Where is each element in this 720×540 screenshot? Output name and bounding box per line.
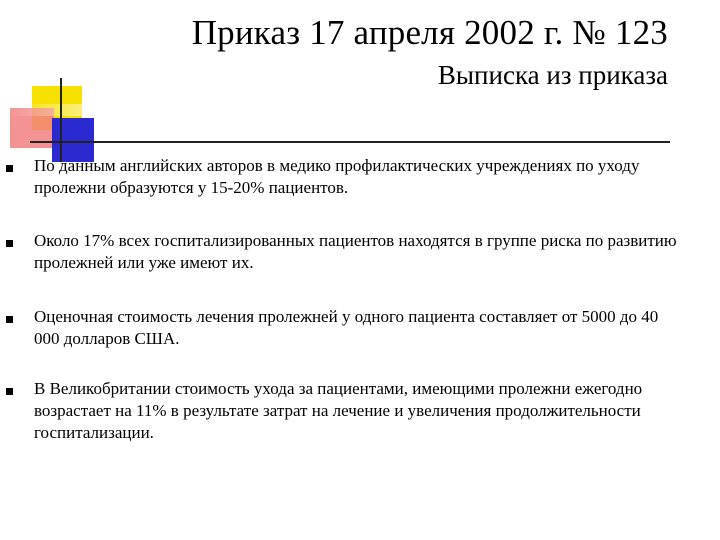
logo-vertical-line [60, 78, 62, 162]
bullet-square-icon [6, 240, 13, 247]
logo-highlight [8, 104, 92, 116]
bullet-text: Около 17% всех госпитализированных пациентов находятся в группе риска по развитию пролежней или уже имеют их. [34, 231, 677, 272]
bullet-square-icon [6, 388, 13, 395]
bullet-square-icon [6, 165, 13, 172]
bullet-text: В Великобритании стоимость ухода за пациентами, имеющими пролежни ежегодно возрастает на 11% в результате затрат на лечение и увеличения продолжительности госпитализации. [34, 379, 643, 442]
slide-title: Приказ 17 апреля 2002 г. № 123 [191, 13, 668, 52]
bullet-text: По данным английских авторов в медико профилактических учреждениях по уходу пролежни образуются у 15-20% пациентов. [34, 156, 640, 197]
bullet-text: Оценочная стоимость лечения пролежней у одного пациента составляет от 5000 до 40 000 долларов США. [34, 307, 659, 348]
slide-subtitle: Выписка из приказа [437, 60, 668, 90]
decorative-squares-logo [0, 0, 100, 160]
bullet-square-icon [6, 316, 13, 323]
title-divider-line [30, 141, 670, 143]
